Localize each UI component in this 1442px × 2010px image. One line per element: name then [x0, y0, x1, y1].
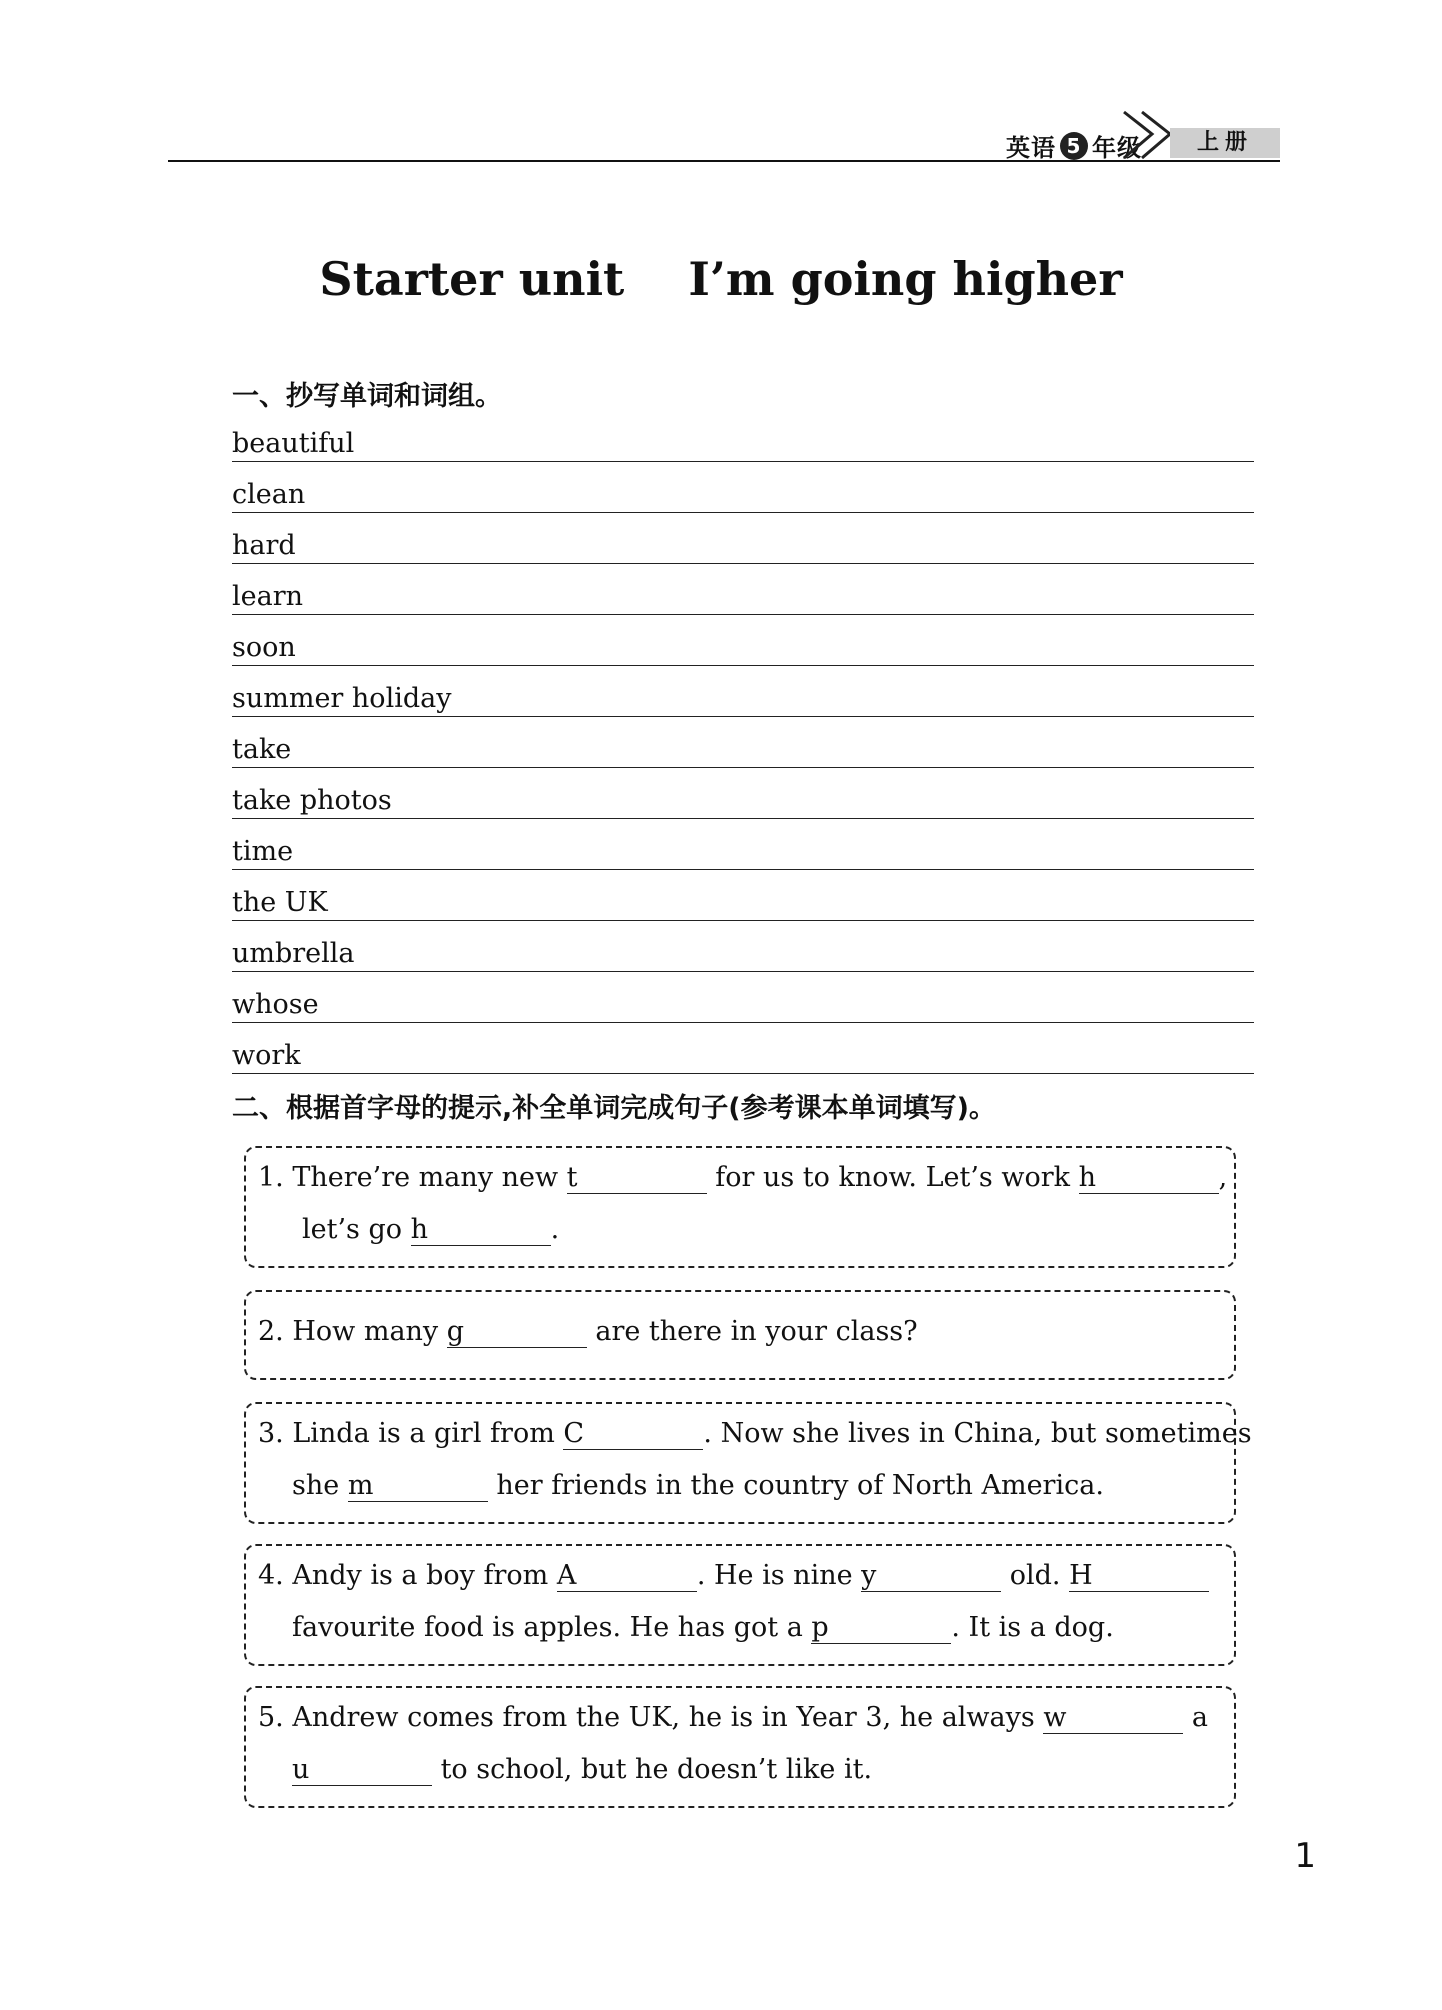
copy-row[interactable]: [232, 921, 1254, 972]
copy-row[interactable]: [232, 615, 1254, 666]
answer-blank[interactable]: C: [563, 1418, 703, 1450]
question-5-line-1: 5. Andrew comes from the UK, he is in Year 3, he always w a: [258, 1702, 1209, 1733]
copy-row[interactable]: [232, 972, 1254, 1023]
copy-word: learn: [232, 581, 304, 612]
answer-blank[interactable]: y: [861, 1560, 1001, 1592]
section-1-title: 一、抄写单词和词组。: [232, 381, 502, 412]
page-header: [168, 118, 1280, 162]
copy-word: take: [232, 734, 292, 765]
answer-blank[interactable]: w: [1043, 1702, 1183, 1734]
volume-label: 上册: [1170, 128, 1280, 158]
answer-blank[interactable]: u: [292, 1754, 432, 1786]
page-number: 1: [1294, 1836, 1316, 1876]
question-3-line-1: 3. Linda is a girl from C . Now she lives in China, but sometimes: [258, 1418, 1252, 1449]
copy-word: clean: [232, 479, 306, 510]
copy-row[interactable]: [232, 819, 1254, 870]
subject-label: 英语: [1006, 134, 1056, 162]
question-1-line-2: let’s go h .: [302, 1214, 560, 1245]
answer-blank[interactable]: H: [1069, 1560, 1209, 1592]
answer-blank[interactable]: t: [567, 1162, 707, 1194]
copy-word: whose: [232, 989, 319, 1020]
copy-word: the UK: [232, 887, 328, 918]
copy-word: time: [232, 836, 294, 867]
copy-word: beautiful: [232, 428, 355, 459]
copy-word: hard: [232, 530, 296, 561]
question-2-line-1: 2. How many g are there in your class?: [258, 1316, 918, 1347]
copy-word: summer holiday: [232, 683, 452, 714]
copy-row[interactable]: [232, 513, 1254, 564]
copy-word: take photos: [232, 785, 392, 816]
answer-blank[interactable]: g: [447, 1316, 587, 1348]
grade-number-badge: 5: [1060, 132, 1088, 160]
copy-row[interactable]: [232, 666, 1254, 717]
answer-blank[interactable]: A: [557, 1560, 697, 1592]
copy-row[interactable]: [232, 411, 1254, 462]
copy-word: umbrella: [232, 938, 355, 969]
section-2-title: 二、根据首字母的提示,补全单词完成句子(参考课本单词填写)。: [232, 1093, 996, 1124]
answer-blank[interactable]: h: [1079, 1162, 1219, 1194]
answer-blank[interactable]: p: [811, 1612, 951, 1644]
grade-suffix: 年级: [1092, 134, 1142, 162]
question-1-line-1: 1. There’re many new t for us to know. Let’s work h ,: [258, 1162, 1228, 1193]
copy-row[interactable]: [232, 1023, 1254, 1074]
copy-row[interactable]: [232, 768, 1254, 819]
copy-row[interactable]: [232, 717, 1254, 768]
question-3-line-2: she m her friends in the country of North America.: [292, 1470, 1104, 1501]
question-4-line-2: favourite food is apples. He has got a p . It is a dog.: [292, 1612, 1114, 1643]
copy-word: work: [232, 1040, 301, 1071]
question-4-line-1: 4. Andy is a boy from A . He is nine y old. H: [258, 1560, 1209, 1592]
question-5-line-2: u to school, but he doesn’t like it.: [292, 1754, 873, 1785]
answer-blank[interactable]: m: [348, 1470, 488, 1502]
copy-word: soon: [232, 632, 296, 663]
answer-blank[interactable]: h: [411, 1214, 551, 1246]
copy-row[interactable]: [232, 564, 1254, 615]
page-title: Starter unit I’m going higher: [319, 252, 1123, 306]
copy-row[interactable]: [232, 462, 1254, 513]
copy-row[interactable]: [232, 870, 1254, 921]
